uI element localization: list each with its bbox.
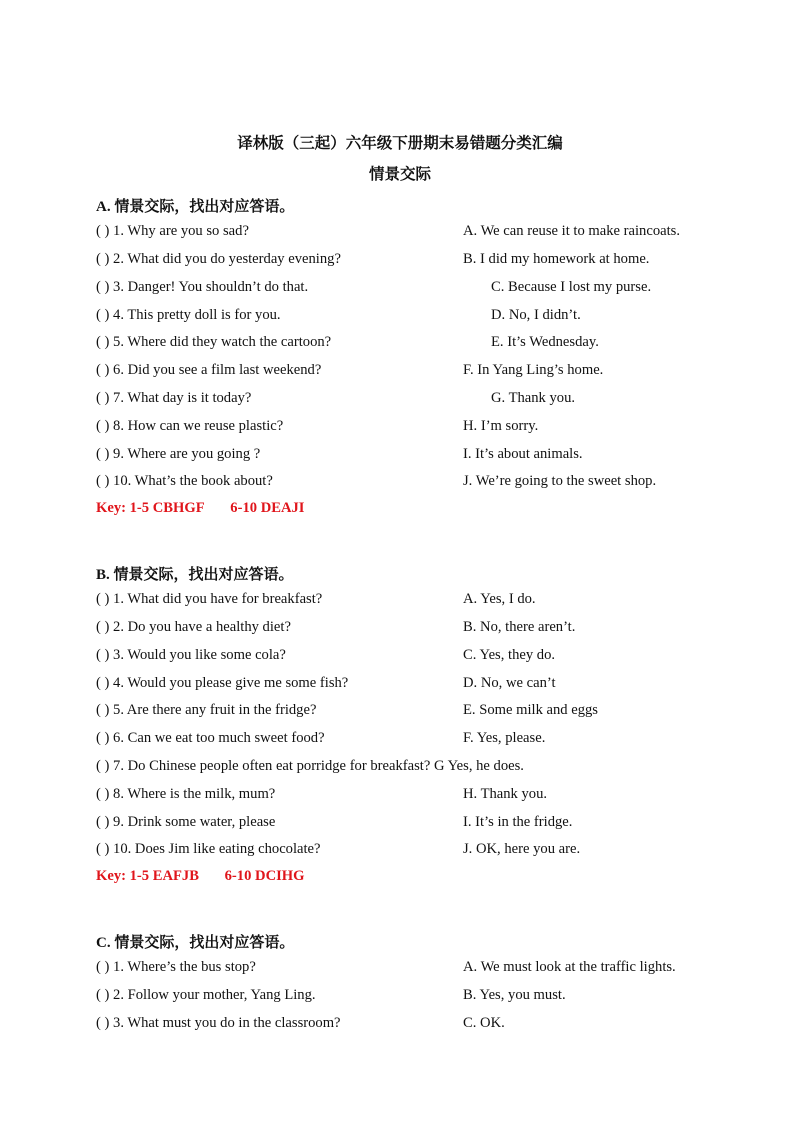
- question-item: ( ) 10. What’s the book about?: [96, 473, 273, 489]
- question-item: ( ) 4. Would you please give me some fish?: [96, 675, 349, 691]
- question-item: ( ) 9. Drink some water, please: [96, 814, 276, 830]
- section-a-heading: A. 情景交际，找出对应答语。: [96, 199, 295, 215]
- answer-option: A. We can reuse it to make raincoats.: [463, 223, 680, 239]
- answer-key-part2: 6-10 DEAJI: [230, 500, 305, 516]
- question-item: ( ) 1. Why are you so sad?: [96, 223, 249, 239]
- question-item: ( ) 8. Where is the milk, mum?: [96, 786, 276, 802]
- answer-option: G. Thank you.: [491, 390, 576, 406]
- question-item: ( ) 6. Did you see a film last weekend?: [96, 362, 322, 378]
- answer-option: A. We must look at the traffic lights.: [463, 959, 676, 975]
- answer-option: D. No, I didn’t.: [491, 307, 581, 323]
- answer-option: E. It’s Wednesday.: [491, 334, 599, 350]
- section-c-heading: C. 情景交际，找出对应答语。: [96, 935, 295, 951]
- answer-option: A. Yes, I do.: [463, 591, 536, 607]
- question-item: ( ) 3. Would you like some cola?: [96, 647, 286, 663]
- question-item: ( ) 2. What did you do yesterday evening?: [96, 251, 341, 267]
- question-item: ( ) 6. Can we eat too much sweet food?: [96, 730, 325, 746]
- question-item: ( ) 4. This pretty doll is for you.: [96, 307, 281, 323]
- answer-option: B. No, there aren’t.: [463, 619, 576, 635]
- answer-option: H. I’m sorry.: [463, 418, 539, 434]
- question-item: ( ) 5. Are there any fruit in the fridge?: [96, 702, 317, 718]
- question-item: ( ) 1. Where’s the bus stop?: [96, 959, 256, 975]
- question-item: ( ) 2. Do you have a healthy diet?: [96, 619, 291, 635]
- question-item: ( ) 7. Do Chinese people often eat porridge for breakfast? G Yes, he does.: [96, 758, 524, 774]
- question-item: ( ) 2. Follow your mother, Yang Ling.: [96, 987, 316, 1003]
- answer-option: B. I did my homework at home.: [463, 251, 650, 267]
- answer-option: C. Yes, they do.: [463, 647, 556, 663]
- question-item: ( ) 7. What day is it today?: [96, 390, 252, 406]
- question-item: ( ) 9. Where are you going ?: [96, 446, 261, 462]
- page-title: 译林版（三起）六年级下册期末易错题分类汇编: [237, 135, 563, 152]
- question-item: ( ) 3. What must you do in the classroom?: [96, 1015, 341, 1031]
- answer-key-part1: Key: 1-5 CBHGF: [96, 500, 205, 516]
- question-item: ( ) 10. Does Jim like eating chocolate?: [96, 841, 321, 857]
- answer-option: B. Yes, you must.: [463, 987, 566, 1003]
- question-item: ( ) 5. Where did they watch the cartoon?: [96, 334, 332, 350]
- answer-option: E. Some milk and eggs: [463, 702, 598, 718]
- answer-key: [96, 868, 305, 885]
- section-b-heading: B. 情景交际，找出对应答语。: [96, 567, 294, 583]
- answer-option: H. Thank you.: [463, 786, 548, 802]
- answer-option: I. It’s in the fridge.: [463, 814, 573, 830]
- answer-option: F. In Yang Ling’s home.: [463, 362, 604, 378]
- question-item: ( ) 8. How can we reuse plastic?: [96, 418, 284, 434]
- answer-option: C. Because I lost my purse.: [491, 279, 652, 295]
- answer-option: D. No, we can’t: [463, 675, 556, 691]
- answer-key-part2: 6-10 DCIHG: [224, 868, 305, 884]
- answer-option: I. It’s about animals.: [463, 446, 583, 462]
- answer-option: J. We’re going to the sweet shop.: [463, 473, 657, 489]
- answer-option: F. Yes, please.: [463, 730, 546, 746]
- page-subtitle: 情景交际: [368, 166, 431, 183]
- question-item: ( ) 1. What did you have for breakfast?: [96, 591, 323, 607]
- answer-option: J. OK, here you are.: [463, 841, 581, 857]
- question-item: ( ) 3. Danger! You shouldn’t do that.: [96, 279, 309, 295]
- answer-option: C. OK.: [463, 1015, 505, 1031]
- answer-key: [96, 500, 304, 517]
- answer-key-part1: Key: 1-5 EAFJB: [96, 868, 199, 884]
